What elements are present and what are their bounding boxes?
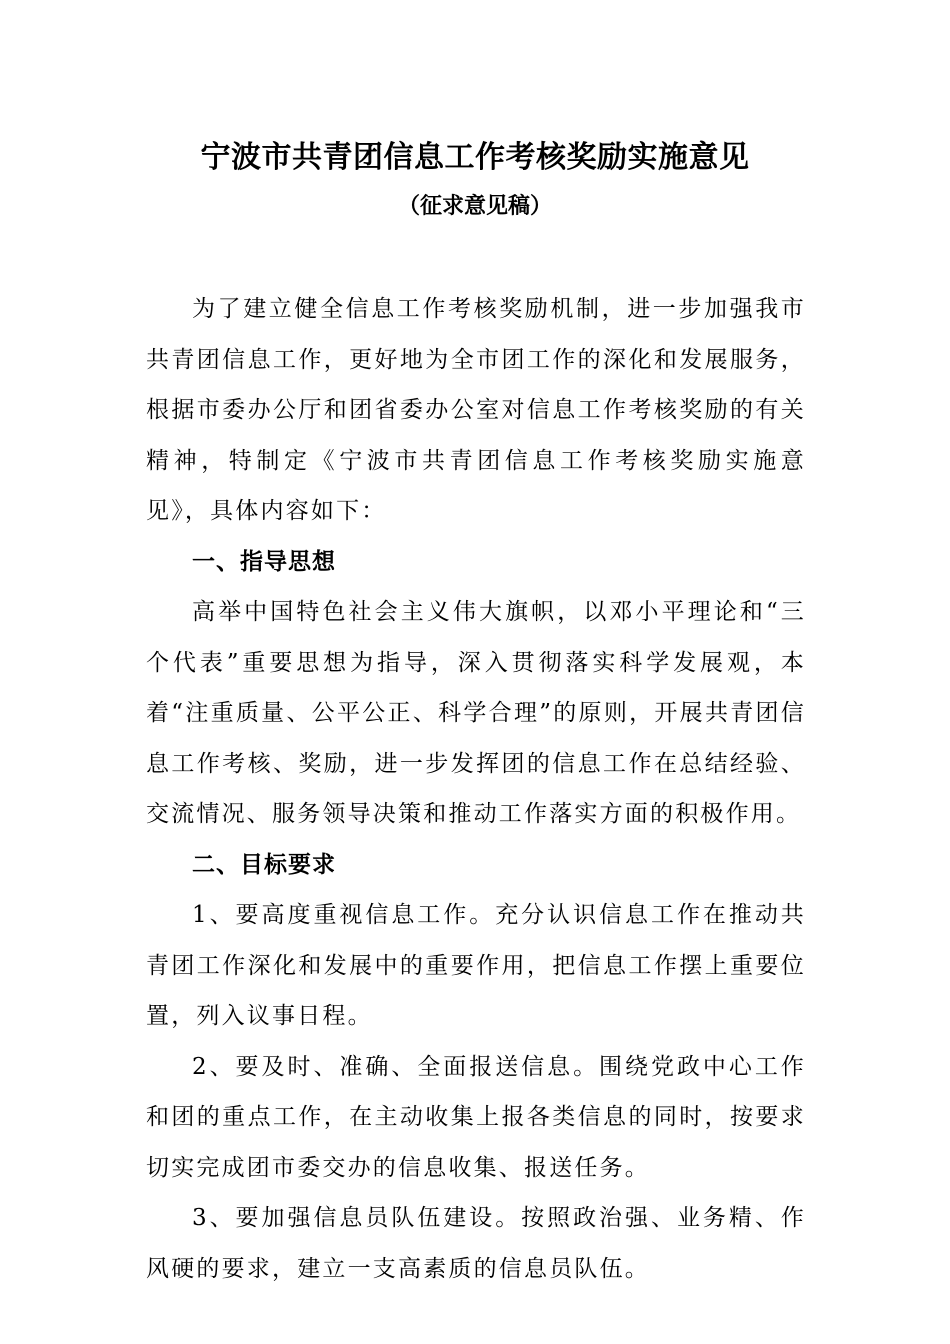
section-heading-guiding-ideology: 一、指导思想	[192, 548, 336, 575]
goal-item-3: 3、要加强信息员队伍建设。按照政治强、业务精、作风硬的要求，建立一支高素质的信息员队伍。	[146, 1205, 806, 1282]
document-subtitle: （征求意见稿）	[397, 193, 552, 219]
goal-item-2: 2、要及时、准确、全面报送信息。围绕党政中心工作和团的重点工作，在主动收集上报各类信息的同时，按要求切实完成团市委交办的信息收集、报送任务。	[146, 1053, 806, 1181]
document-title: 宁波市共青团信息工作考核奖励实施意见	[200, 140, 750, 175]
guiding-ideology-paragraph: 高举中国特色社会主义伟大旗帜，以邓小平理论和“三个代表”重要思想为指导，深入贯彻落实科学发展观，本着“注重质量、公平公正、科学合理”的原则，开展共青团信息工作考核、奖励，进一步发挥团的信息工作在总结经验、交流情况、服务领导决策和推动工作落实方面的积极作用。	[146, 599, 806, 827]
section-heading-goals: 二、目标要求	[192, 851, 336, 878]
intro-paragraph: 为了建立健全信息工作考核奖励机制，进一步加强我市共青团信息工作，更好地为全市团工作的深化和发展服务，根据市委办公厅和团省委办公室对信息工作考核奖励的有关精神，特制定《宁波市共青团信息工作考核奖励实施意见》，具体内容如下：	[146, 296, 806, 524]
goal-item-1: 1、要高度重视信息工作。充分认识信息工作在推动共青团工作深化和发展中的重要作用，把信息工作摆上重要位置，列入议事日程。	[146, 902, 806, 1029]
document-body	[146, 284, 806, 1294]
